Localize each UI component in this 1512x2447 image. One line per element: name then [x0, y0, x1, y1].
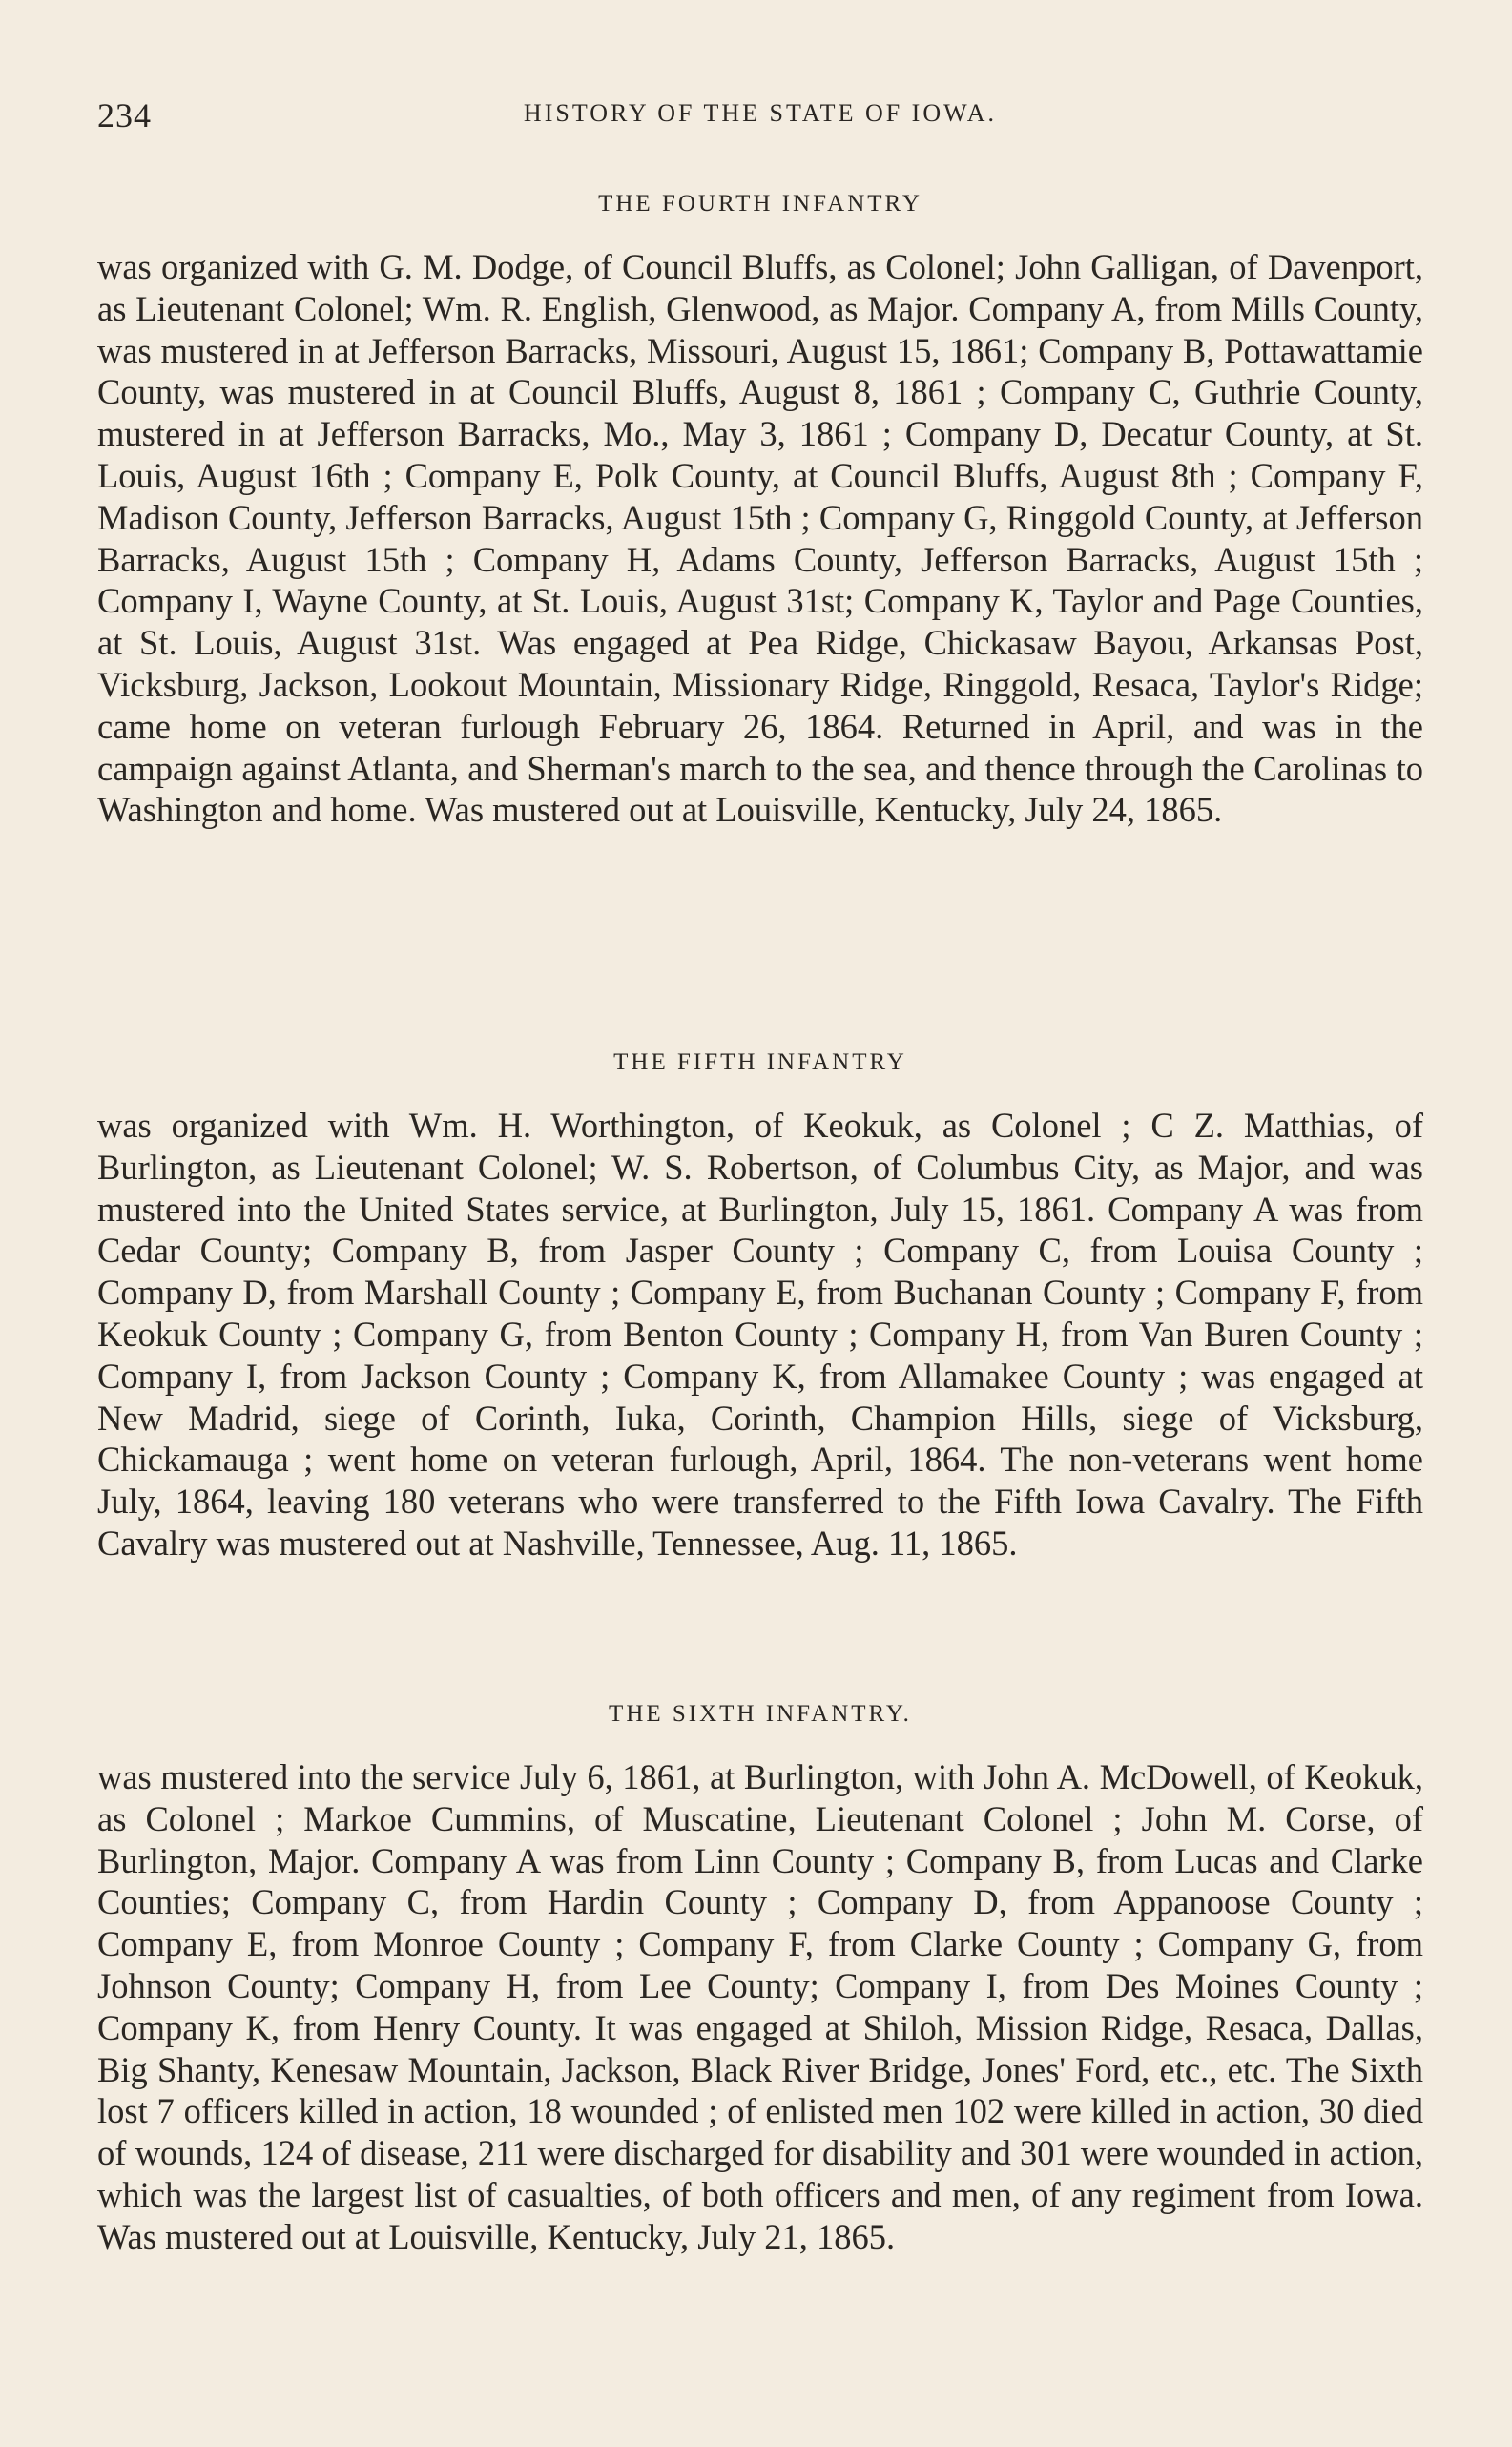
- section-sixth-infantry: [97, 1701, 1423, 2258]
- section-body: was organized with Wm. H. Worthington, of Keokuk, as Colonel ; C Z. Matthias, of Burlington, as Lieutenant Colonel; W. S. Robertson, of Columbus City, as Major, and was mustered into the United States service, at Burlington, July 15, 1861. Company A was from Cedar County; Company B, from Jasper County ; Company C, from Louisa County ; Company D, from Marshall County ; Company E, from Buchanan County ; Company F, from Keokuk County ; Company G, from Benton County ; Company H, from Van Buren County ; Company I, from Jackson County ; Company K, from Allamakee County ; was engaged at New Madrid, siege of Corinth, Iuka, Corinth, Champion Hills, siege of Vicksburg, Chickamauga ; went home on veteran furlough, April, 1864. The non-veterans went home July, 1864, leaving 180 veterans who were transferred to the Fifth Iowa Cavalry. The Fifth Cavalry was mustered out at Nashville, Tennessee, Aug. 11, 1865.: [97, 1106, 1423, 1563]
- running-title: HISTORY OF THE STATE OF IOWA.: [523, 99, 998, 127]
- section-fifth-infantry: [97, 1049, 1423, 1565]
- page-number: 234: [97, 96, 152, 135]
- section-body: was organized with G. M. Dodge, of Council Bluffs, as Colonel; John Galligan, of Davenport, as Lieutenant Colonel; Wm. R. English, Glenwood, as Major. Company A, from Mills County, was mustered in at Jefferson Barracks, Missouri, August 15, 1861; Company B, Pottawattamie County, was mustered in at Council Bluffs, August 8, 1861 ; Company C, Guthrie County, mustered in at Jefferson Barracks, Mo., May 3, 1861 ; Company D, Decatur County, at St. Louis, August 16th ; Company E, Polk County, at Council Bluffs, August 8th ; Company F, Madison County, Jefferson Barracks, August 15th ; Company G, Ringgold County, at Jefferson Barracks, August 15th ; Company H, Adams County, Jefferson Barracks, August 15th ; Company I, Wayne County, at St. Louis, August 31st; Company K, Taylor and Page Counties, at St. Louis, August 31st. Was engaged at Pea Ridge, Chickasaw Bayou, Arkansas Post, Vicksburg, Jackson, Lookout Mountain, Missionary Ridge, Ringgold, Resaca, Taylor's Ridge; came home on veteran furlough February 26, 1864. Returned in April, and was in the campaign against Atlanta, and Sherman's march to the sea, and thence through the Carolinas to Washington and home. Was mustered out at Louisville, Kentucky, July 24, 1865.: [97, 247, 1423, 830]
- section-body: was mustered into the service July 6, 1861, at Burlington, with John A. McDowell, of Keokuk, as Colonel ; Markoe Cummins, of Muscatine, Lieutenant Colonel ; John M. Corse, of Burlington, Major. Company A was from Linn County ; Company B, from Lucas and Clarke Counties; Company C, from Hardin County ; Company D, from Appanoose County ; Company E, from Monroe County ; Company F, from Clarke County ; Company G, from Johnson County; Company H, from Lee County; Company I, from Des Moines County ; Company K, from Henry County. It was engaged at Shiloh, Mission Ridge, Resaca, Dallas, Big Shanty, Kenesaw Mountain, Jackson, Black River Bridge, Jones' Ford, etc., etc. The Sixth lost 7 officers killed in action, 18 wounded ; of enlisted men 102 were killed in action, 30 died of wounds, 124 of disease, 211 were discharged for disability and 301 were wounded in action, which was the largest list of casualties, of both officers and men, of any regiment from Iowa. Was mustered out at Louisville, Kentucky, July 21, 1865.: [97, 1757, 1423, 2256]
- section-heading: THE FIFTH INFANTRY: [613, 1049, 907, 1075]
- section-fourth-infantry: [97, 191, 1423, 831]
- running-head: [97, 95, 1423, 143]
- section-heading: THE FOURTH INFANTRY: [598, 191, 922, 217]
- section-heading: THE SIXTH INFANTRY.: [609, 1701, 912, 1727]
